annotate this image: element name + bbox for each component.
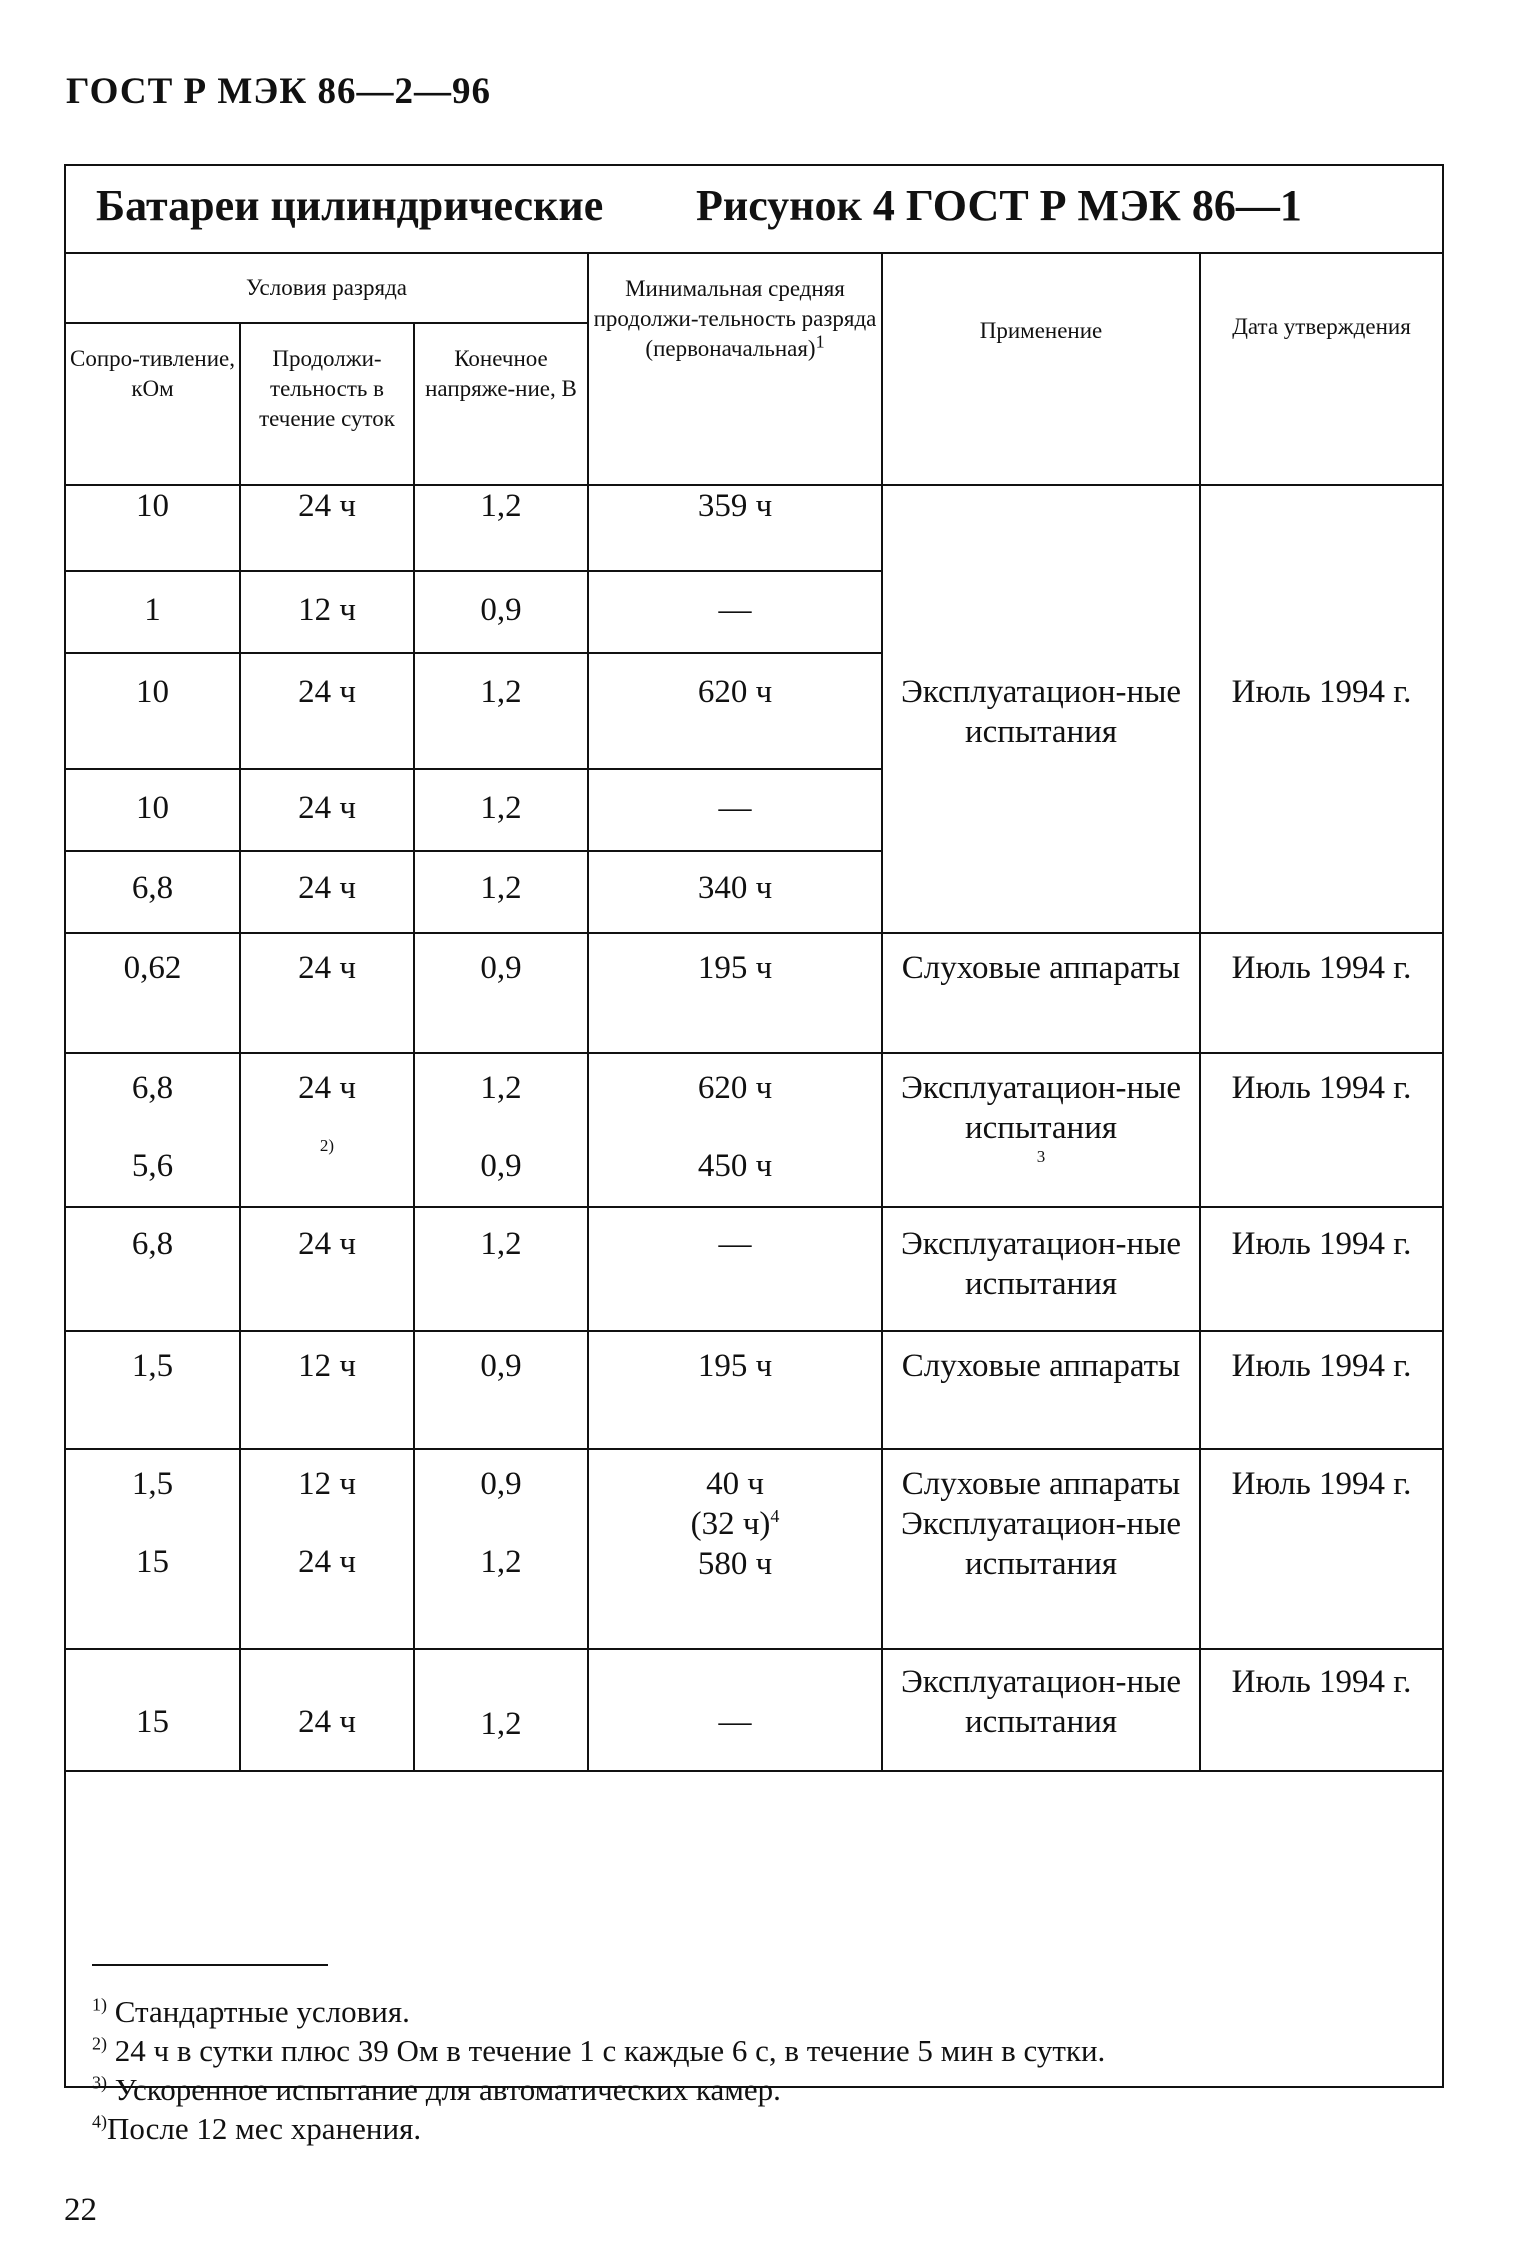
- min-duration-cell: 359 ч: [588, 485, 882, 571]
- min-duration-cell: 340 ч: [588, 851, 882, 933]
- resistance-cell: 10: [66, 769, 240, 851]
- resistance-cell: 6,8: [66, 851, 240, 933]
- header-end-voltage: Конечное напряже-ние, В: [414, 323, 588, 485]
- voltage-cell: 1,2: [414, 485, 588, 571]
- voltage-cell: 1,2 0,9: [414, 1053, 588, 1207]
- figure-reference: Рисунок 4 ГОСТ Р МЭК 86—1: [696, 181, 1302, 230]
- approval-date-cell: Июль 1994 г.: [1200, 485, 1442, 933]
- voltage-cell: 0,9: [414, 1331, 588, 1449]
- voltage-cell: 0,9: [414, 571, 588, 653]
- discharge-table: [66, 252, 1442, 1772]
- duration-cell: 24 ч: [240, 1649, 414, 1771]
- application-cell: Эксплуатацион-ные испытания: [882, 485, 1200, 933]
- header-resistance: Сопро-тивление, кОм: [66, 323, 240, 485]
- table-row: [66, 1053, 1442, 1207]
- approval-date-cell: Июль 1994 г.: [1200, 1053, 1442, 1207]
- duration-cell: 12 ч 24 ч: [240, 1449, 414, 1649]
- voltage-cell: 0,9: [414, 933, 588, 1053]
- footnote-rule: [92, 1964, 328, 1966]
- min-duration-cell: 620 ч 450 ч: [588, 1053, 882, 1207]
- resistance-cell: 15: [66, 1649, 240, 1771]
- application-cell: Слуховые аппараты: [882, 933, 1200, 1053]
- header-discharge-conditions: Условия разряда: [66, 253, 588, 323]
- min-duration-cell: 195 ч: [588, 933, 882, 1053]
- duration-cell: 24 ч: [240, 653, 414, 769]
- approval-date-cell: Июль 1994 г.: [1200, 1331, 1442, 1449]
- resistance-cell: 1,5 15: [66, 1449, 240, 1649]
- footnote-4: $^{4)}$После 12 мес хранения.: [92, 2111, 422, 2146]
- voltage-cell: 1,2: [414, 1649, 588, 1771]
- duration-cell: 24 ч 2): [240, 1053, 414, 1207]
- table-row: [66, 933, 1442, 1053]
- min-duration-cell: —: [588, 1649, 882, 1771]
- resistance-cell: 1,5: [66, 1331, 240, 1449]
- table-row: [66, 1649, 1442, 1771]
- application-cell: Слуховые аппараты: [882, 1331, 1200, 1449]
- approval-date-cell: Июль 1994 г.: [1200, 1649, 1442, 1771]
- header-approval-date: Дата утверждения: [1200, 253, 1442, 485]
- table-title: Батареи цилиндрические: [96, 181, 604, 230]
- voltage-cell: 0,9 1,2: [414, 1449, 588, 1649]
- approval-date-cell: Июль 1994 г.: [1200, 1207, 1442, 1331]
- footnote-list: [92, 1992, 1105, 2148]
- table-row: [66, 1449, 1442, 1649]
- table-row: [66, 1207, 1442, 1331]
- min-duration-cell: —: [588, 571, 882, 653]
- header-min-duration: Минимальная средняя продолжи-тельность разряда (первоначальная)$^1$: [588, 253, 882, 485]
- resistance-cell: 6,8: [66, 1207, 240, 1331]
- page-number: 22: [64, 2192, 97, 2228]
- resistance-cell: 10: [66, 485, 240, 571]
- document-header: ГОСТ Р МЭК 86—2—96: [66, 71, 491, 112]
- min-duration-cell: —: [588, 769, 882, 851]
- voltage-cell: 1,2: [414, 769, 588, 851]
- header-application: Применение: [882, 253, 1200, 485]
- header-duration: Продолжи-тельность в течение суток: [240, 323, 414, 485]
- min-duration-cell: 620 ч: [588, 653, 882, 769]
- application-cell: Эксплуатацион-ные испытания: [882, 1207, 1200, 1331]
- duration-cell: 24 ч: [240, 851, 414, 933]
- duration-cell: 24 ч: [240, 933, 414, 1053]
- table-row: [66, 485, 1442, 571]
- approval-date-cell: Июль 1994 г.: [1200, 933, 1442, 1053]
- table-frame: [64, 164, 1444, 2146]
- approval-date-cell: Июль 1994 г.: [1200, 1449, 1442, 1649]
- table-row: [66, 1331, 1442, 1449]
- voltage-cell: 1,2: [414, 1207, 588, 1331]
- footnote-2: $^{2)}$ 24 ч в сутки плюс 39 Ом в течение 1 с каждые 6 с, в течение 5 мин в сутки.: [92, 2033, 1106, 2068]
- duration-cell: 12 ч: [240, 1331, 414, 1449]
- resistance-cell: 10: [66, 653, 240, 769]
- duration-cell: 24 ч: [240, 1207, 414, 1331]
- table-title-row: [66, 166, 1442, 254]
- voltage-cell: 1,2: [414, 851, 588, 933]
- duration-cell: 12 ч: [240, 571, 414, 653]
- application-cell: Эксплуатацион-ные испытания: [882, 1649, 1200, 1771]
- application-cell: Эксплуатацион-ные испытания 3: [882, 1053, 1200, 1207]
- duration-cell: 24 ч: [240, 485, 414, 571]
- footnote-1: $^{1)}$ Стандартные условия.: [92, 1994, 410, 2029]
- min-duration-cell: —: [588, 1207, 882, 1331]
- min-duration-cell: 195 ч: [588, 1331, 882, 1449]
- resistance-cell: 1: [66, 571, 240, 653]
- resistance-cell: 6,8 5,6: [66, 1053, 240, 1207]
- min-duration-cell: 40 ч (32 ч)$^4$ 580 ч: [588, 1449, 882, 1649]
- voltage-cell: 1,2: [414, 653, 588, 769]
- application-cell: Слуховые аппараты Эксплуатацион-ные испытания: [882, 1449, 1200, 1649]
- footnote-3: $^{3)}$ Ускоренное испытание для автоматических камер.: [92, 2072, 781, 2107]
- resistance-cell: 0,62: [66, 933, 240, 1053]
- duration-cell: 24 ч: [240, 769, 414, 851]
